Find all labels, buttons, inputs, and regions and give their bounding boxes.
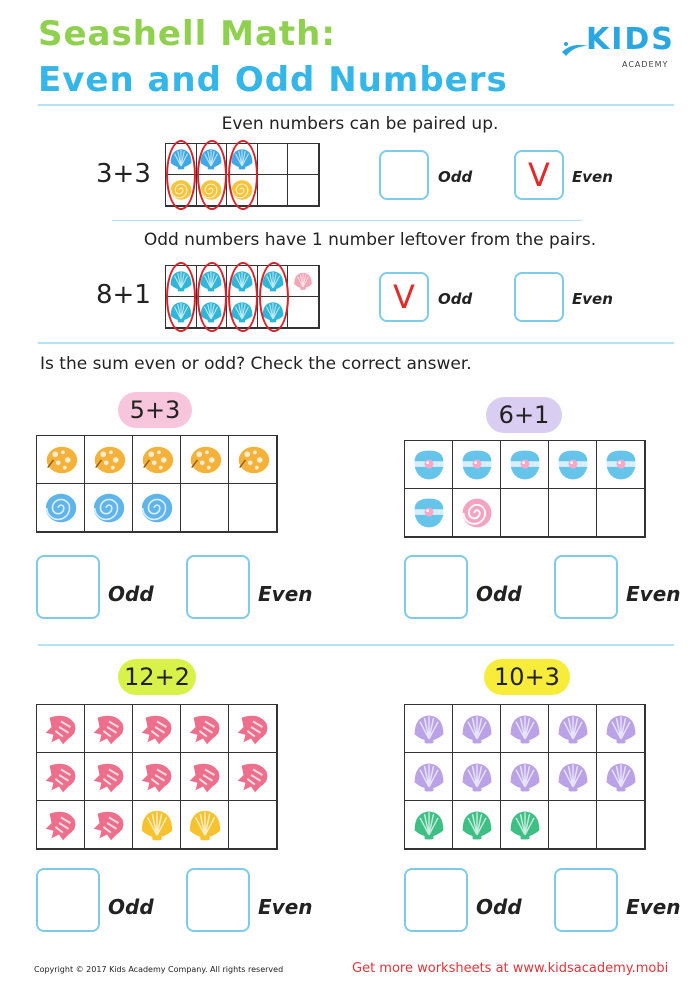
pink-conch-shell-icon — [186, 710, 224, 748]
pink-scallop-shell-icon — [292, 270, 314, 292]
odd-label: Odd — [438, 168, 473, 186]
frame-cell — [453, 489, 501, 537]
pair-ring — [228, 262, 258, 332]
promo-link[interactable]: Get more worksheets at www.kidsacademy.mobi — [352, 961, 669, 976]
example-even-odd-checkbox[interactable] — [379, 150, 429, 200]
blue-spiral-shell-icon — [90, 489, 128, 527]
frame-cell — [85, 705, 133, 753]
pearl-clam-icon — [555, 447, 591, 483]
odd-intro-text: Odd numbers have 1 number leftover from the pairs. — [143, 230, 597, 250]
pearl-clam-icon — [411, 447, 447, 483]
problem-2-equation: 6+1 — [486, 397, 562, 433]
purple-scallop-shell-icon — [555, 711, 591, 747]
frame-cell — [405, 489, 453, 537]
frame-cell — [405, 441, 453, 489]
odd-example-equation: 8+1 — [96, 280, 151, 310]
frame-cell — [229, 436, 277, 484]
purple-scallop-shell-icon — [507, 759, 543, 795]
divider — [38, 104, 674, 106]
orange-spotted-shell-icon — [42, 441, 80, 479]
frame-cell — [597, 753, 645, 801]
frame-cell — [405, 753, 453, 801]
frame-cell — [453, 753, 501, 801]
pair-ring — [228, 140, 258, 210]
frame-cell — [37, 484, 85, 532]
pair-ring — [166, 140, 196, 210]
pearl-clam-icon — [507, 447, 543, 483]
frame-cell — [133, 705, 181, 753]
problem-4-odd-checkbox[interactable] — [404, 868, 468, 932]
pink-conch-shell-icon — [138, 710, 176, 748]
frame-cell — [37, 801, 85, 849]
frame-cell — [453, 705, 501, 753]
frame-cell — [181, 753, 229, 801]
divider — [38, 342, 674, 344]
problem-4-ten-frame — [404, 704, 646, 850]
pink-conch-shell-icon — [42, 758, 80, 796]
green-scallop-shell-icon — [507, 807, 543, 843]
pearl-clam-icon — [459, 447, 495, 483]
frame-cell — [405, 705, 453, 753]
copyright-text: Copyright © 2017 Kids Academy Company. All rights reserved — [34, 965, 284, 974]
frame-cell — [133, 436, 181, 484]
frame-cell — [229, 753, 277, 801]
pink-conch-shell-icon — [90, 710, 128, 748]
frame-cell — [405, 801, 453, 849]
purple-scallop-shell-icon — [507, 711, 543, 747]
pearl-clam-icon — [411, 495, 447, 531]
purple-scallop-shell-icon — [603, 759, 639, 795]
check-mark: V — [393, 278, 415, 316]
even-label: Even — [626, 582, 681, 606]
frame-cell — [549, 753, 597, 801]
problem-1-ten-frame — [36, 435, 278, 533]
frame-cell — [181, 705, 229, 753]
pink-conch-shell-icon — [42, 806, 80, 844]
frame-cell — [453, 441, 501, 489]
check-mark: V — [528, 156, 550, 194]
problem-3-ten-frame — [36, 704, 278, 850]
frame-cell — [501, 753, 549, 801]
purple-scallop-shell-icon — [555, 759, 591, 795]
frame-cell — [597, 705, 645, 753]
pair-ring — [197, 262, 227, 332]
problem-1-odd-checkbox[interactable] — [36, 555, 100, 619]
logo-subtext: ACADEMY — [622, 60, 669, 69]
even-label: Even — [258, 895, 313, 919]
pink-snail-shell-icon — [459, 495, 495, 531]
frame-cell — [549, 705, 597, 753]
frame-cell — [133, 484, 181, 532]
example-odd-odd-checkbox[interactable] — [379, 272, 429, 322]
frame-cell — [229, 705, 277, 753]
odd-label: Odd — [476, 582, 522, 606]
problem-2-even-checkbox[interactable] — [554, 555, 618, 619]
frame-cell — [597, 489, 645, 537]
even-label: Even — [626, 895, 681, 919]
frame-cell — [597, 801, 645, 849]
orange-spotted-shell-icon — [234, 441, 272, 479]
frame-cell — [181, 484, 229, 532]
problem-2-ten-frame — [404, 440, 646, 538]
frame-cell — [258, 175, 289, 206]
worksheet-title-line1: Seashell Math: — [38, 14, 336, 54]
frame-cell — [229, 801, 277, 849]
orange-spotted-shell-icon — [138, 441, 176, 479]
orange-spotted-shell-icon — [186, 441, 224, 479]
frame-cell — [288, 175, 319, 206]
divider — [38, 644, 674, 646]
odd-label: Odd — [108, 895, 154, 919]
frame-cell — [181, 436, 229, 484]
frame-cell — [288, 297, 319, 328]
frame-cell — [501, 441, 549, 489]
frame-cell — [288, 144, 319, 175]
frame-cell — [501, 705, 549, 753]
pink-conch-shell-icon — [90, 806, 128, 844]
frame-cell — [133, 801, 181, 849]
problem-3-equation: 12+2 — [118, 659, 196, 695]
problem-1-even-checkbox[interactable] — [186, 555, 250, 619]
green-scallop-shell-icon — [411, 807, 447, 843]
odd-label: Odd — [108, 582, 154, 606]
frame-cell — [288, 266, 319, 297]
problem-3-odd-checkbox[interactable] — [36, 868, 100, 932]
frame-cell — [37, 436, 85, 484]
frame-cell — [181, 801, 229, 849]
problem-4-even-checkbox[interactable] — [554, 868, 618, 932]
odd-label: Odd — [438, 290, 473, 308]
pair-ring — [197, 140, 227, 210]
divider — [112, 220, 582, 221]
frame-cell — [85, 753, 133, 801]
instruction-text: Is the sum even or odd? Check the correct answer. — [40, 354, 472, 374]
odd-label: Odd — [476, 895, 522, 919]
frame-cell — [453, 801, 501, 849]
frame-cell — [501, 801, 549, 849]
frame-cell — [37, 705, 85, 753]
even-intro-text: Even numbers can be paired up. — [221, 114, 499, 134]
purple-scallop-shell-icon — [603, 711, 639, 747]
pink-conch-shell-icon — [186, 758, 224, 796]
pearl-clam-icon — [603, 447, 639, 483]
orange-spotted-shell-icon — [90, 441, 128, 479]
pair-ring — [259, 262, 289, 332]
example-odd-even-checkbox[interactable] — [514, 272, 564, 322]
problem-4-equation: 10+3 — [484, 659, 570, 695]
pink-conch-shell-icon — [234, 710, 272, 748]
frame-cell — [85, 436, 133, 484]
pink-conch-shell-icon — [90, 758, 128, 796]
frame-cell — [549, 489, 597, 537]
green-scallop-shell-icon — [459, 807, 495, 843]
pink-conch-shell-icon — [138, 758, 176, 796]
frame-cell — [597, 441, 645, 489]
problem-1-equation: 5+3 — [118, 392, 192, 428]
even-label: Even — [258, 582, 313, 606]
frame-cell — [258, 144, 289, 175]
purple-scallop-shell-icon — [459, 711, 495, 747]
frame-cell — [549, 801, 597, 849]
frame-cell — [229, 484, 277, 532]
frame-cell — [549, 441, 597, 489]
kids-academy-logo — [560, 22, 680, 78]
yellow-scallop-shell-icon — [138, 806, 176, 844]
problem-3-even-checkbox[interactable] — [186, 868, 250, 932]
logo-text: KIDS — [586, 22, 675, 57]
worksheet-title-line2: Even and Odd Numbers — [38, 60, 508, 100]
purple-scallop-shell-icon — [411, 711, 447, 747]
frame-cell — [501, 489, 549, 537]
frame-cell — [133, 753, 181, 801]
even-label: Even — [572, 290, 613, 308]
frame-cell — [37, 753, 85, 801]
even-example-equation: 3+3 — [96, 159, 151, 189]
even-label: Even — [572, 168, 613, 186]
yellow-scallop-shell-icon — [186, 806, 224, 844]
blue-spiral-shell-icon — [138, 489, 176, 527]
blue-spiral-shell-icon — [42, 489, 80, 527]
problem-2-odd-checkbox[interactable] — [404, 555, 468, 619]
purple-scallop-shell-icon — [411, 759, 447, 795]
pink-conch-shell-icon — [42, 710, 80, 748]
frame-cell — [85, 484, 133, 532]
example-even-even-checkbox[interactable] — [514, 150, 564, 200]
pink-conch-shell-icon — [234, 758, 272, 796]
pair-ring — [166, 262, 196, 332]
purple-scallop-shell-icon — [459, 759, 495, 795]
frame-cell — [85, 801, 133, 849]
